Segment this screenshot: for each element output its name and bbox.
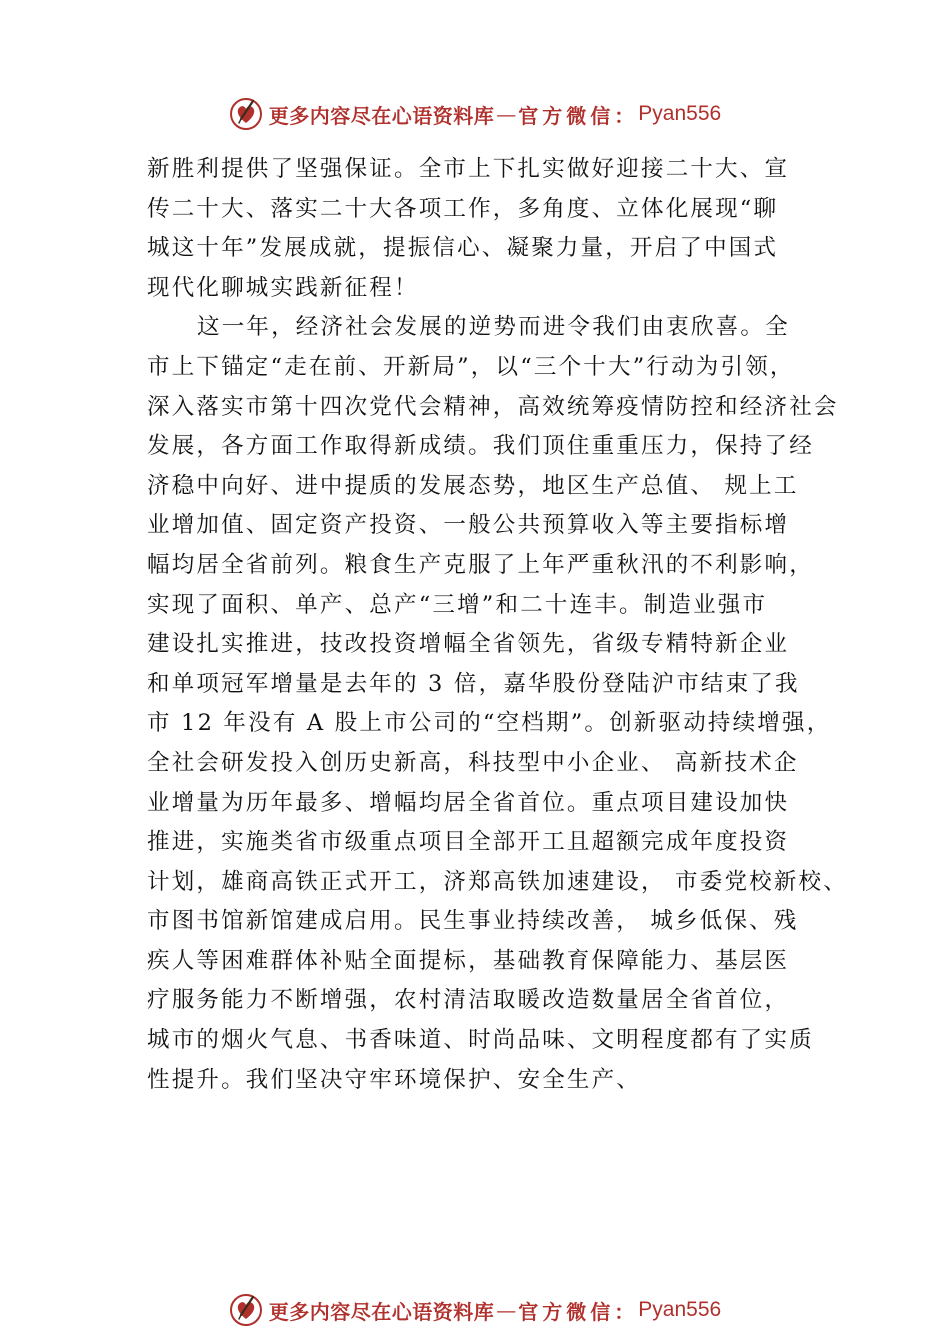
body-line: 市图书馆新馆建成启用。民生事业持续改善， 城乡低保、残 <box>147 908 799 935</box>
footer-brand-text: 更多内容尽在心语资料库 <box>268 1299 495 1324</box>
heart-quill-logo-icon <box>229 1293 263 1327</box>
footer-banner <box>0 1290 950 1330</box>
body-line: 建设扎实推进，技改投资增幅全省领先，省级专精特新企业 <box>147 631 790 658</box>
header-dash: — <box>496 102 517 126</box>
body-line: 城这十年”发展成就，提振信心、凝聚力量，开启了中国式 <box>147 235 779 262</box>
body-line: 市 12 年没有 A 股上市公司的“空档期”。创新驱动持续增强， <box>147 710 832 737</box>
body-line: 疗服务能力不断增强，农村清洁取暖改造数量居全省首位， <box>147 987 790 1014</box>
body-line: 推进，实施类省市级重点项目全部开工且超额完成年度投资 <box>147 829 790 856</box>
header-wechat-handle: Pyan556 <box>638 102 722 125</box>
body-line: 发展，各方面工作取得新成绩。我们顶住重重压力，保持了经 <box>147 433 814 460</box>
body-line: 市上下锚定“走在前、开新局”，以“三个十大”行动为引领， <box>147 353 795 380</box>
body-line: 深入落实市第十四次党代会精神，高效统筹疫情防控和经济社会 <box>147 393 839 420</box>
body-line: 和单项冠军增量是去年的 3 倍，嘉华股份登陆沪市结束了我 <box>147 670 800 697</box>
body-line: 计划，雄商高铁正式开工，济郑高铁加速建设， 市委党校新校、 <box>147 868 848 895</box>
body-line: 全社会研发投入创历史新高，科技型中小企业、 高新技术企 <box>147 749 799 776</box>
footer-wechat-handle: Pyan556 <box>638 1298 722 1321</box>
body-line: 业增加值、固定资产投资、一般公共预算收入等主要指标增 <box>147 512 790 539</box>
body-line: 现代化聊城实践新征程！ <box>147 274 419 301</box>
footer-dash: — <box>496 1298 517 1322</box>
body-line: 新胜利提供了坚强保证。全市上下扎实做好迎接二十大、宣 <box>147 156 790 182</box>
header-banner <box>0 94 950 134</box>
body-line: 疾人等困难群体补贴全面提标，基础教育保障能力、基层医 <box>147 947 790 974</box>
document-body <box>147 150 847 1100</box>
paragraph-start-line: 这一年，经济社会发展的逆势而进令我们由衷欣喜。全 <box>197 314 790 341</box>
body-line: 济稳中向好、进中提质的发展态势，地区生产总值、 规上工 <box>147 472 799 499</box>
body-line: 城市的烟火气息、书香味道、时尚品味、文明程度都有了实质 <box>147 1027 814 1054</box>
body-line: 业增量为历年最多、增幅均居全省首位。重点项目建设加快 <box>147 789 790 816</box>
body-line: 幅均居全省前列。粮食生产克服了上年严重秋汛的不利影响， <box>147 551 814 578</box>
body-line: 性提升。我们坚决守牢环境保护、安全生产、 <box>147 1066 642 1093</box>
header-brand-text: 更多内容尽在心语资料库 <box>268 103 495 128</box>
heart-quill-logo-icon <box>229 97 263 131</box>
header-wechat-label: 官方微信： <box>518 103 639 128</box>
body-line: 传二十大、落实二十大各项工作，多角度、立体化展现“聊 <box>147 195 779 222</box>
footer-wechat-label: 官方微信： <box>518 1299 639 1324</box>
body-line: 实现了面积、单产、总产“三增”和二十连丰。制造业强市 <box>147 591 768 618</box>
